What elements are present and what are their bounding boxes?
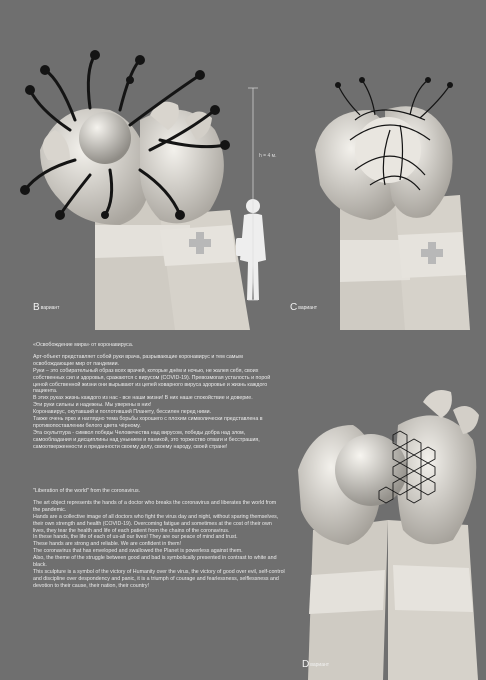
en-paragraph: Hands are a collective image of all doctors who fight the virus day and night, without sparing themselves, their own strength and health (COVID-19). Overcoming fatigue and sometimes at the cost of their own lives, they tear the health and life of each patient from the chains of the coronavirus. [33, 513, 279, 534]
height-annotation: h = 4 м. [259, 153, 277, 159]
variant-b-word: вариант [40, 305, 60, 311]
variant-d-word: вариант [310, 662, 330, 668]
en-paragraph: In these hands, the life of each of us-all our lives! They are our peace of mind and trust. [33, 534, 238, 541]
en-paragraph: This sculpture is a symbol of the victory of Humanity over the virus, the victory of good over evil, self-control and discipline over despondency and panic, it is a triumph of courage and fearlessness, selflessness and devotion to their cause, their nation, their country! [33, 568, 285, 589]
description-russian [33, 342, 285, 451]
ru-paragraph: Эта скульптура - символ победы Человечества над вирусом, победы добра над злом, самообладания и дисциплины над унынием и паникой, это торжество отваги и бесстрашия, самоотверженности и преданности своему делу, своему народу, своей стране! [33, 429, 260, 450]
globe-shape [79, 112, 131, 164]
variant-c-letter: C [290, 302, 298, 313]
description-english [33, 488, 285, 590]
en-paragraph: The coronavirus that has enveloped and swallowed the Planet is powerless against them. [33, 548, 243, 555]
ru-paragraph: Арт-объект представляет собой руки врача, разрывающие коронавирус и тем самым освобождающие мир от пандемии. [33, 353, 243, 367]
ru-paragraph: Также очень ярко и наглядно тема борьбы хорошего с плохим символически представлена в противопоставлении белого цвета чёрному. [33, 416, 263, 429]
variant-c-label [290, 302, 317, 313]
sculpture-variant-d-image [293, 330, 486, 680]
ru-paragraph: В этих руках жизнь каждого из нас - все наши жизни! В них наше спокойствие и доверие. [33, 395, 253, 402]
variant-d-letter: D [302, 659, 310, 670]
en-title: "Liberation of the world" from the coronavirus. [33, 488, 141, 494]
sculpture-variant-c-image [300, 0, 486, 330]
en-paragraph: Also, the theme of the struggle between good and bad is symbolically presented in contrast to white and black. [33, 555, 277, 569]
ru-paragraph: Коронавирус, окутавший и поглотивший Планету, бессилен перед ними. [33, 409, 212, 416]
en-paragraph: The art object represents the hands of a doctor who breaks the coronavirus and liberates the world from the pandemic. [33, 499, 277, 513]
ru-title: «Освобождение мира» от коронавируса. [33, 342, 134, 348]
right-hand-shape [140, 110, 224, 224]
ru-paragraph: Руки – это собирательный образ всех врачей, которые днём и ночью, не жалея себя, своих собственных сил и здоровья, сражаются с вирусом (COVID-19). Превозмогая усталость и порой ценой собственной жизни они вырывают из цепей коварного вируса здоровье и жизнь каждого пациента. [33, 367, 271, 395]
variant-b-letter: B [33, 302, 40, 313]
variant-d-label [302, 659, 329, 670]
sculpture-variant-b-image [0, 0, 300, 330]
globe-shape [355, 117, 421, 183]
variant-b-label [33, 302, 59, 313]
ru-paragraph: Эти руки сильны и надежны. Мы уверены в них! [33, 402, 152, 409]
variant-c-word: вариант [298, 305, 318, 311]
en-paragraph: These hands are strong and reliable. We are confident in them! [33, 541, 182, 548]
